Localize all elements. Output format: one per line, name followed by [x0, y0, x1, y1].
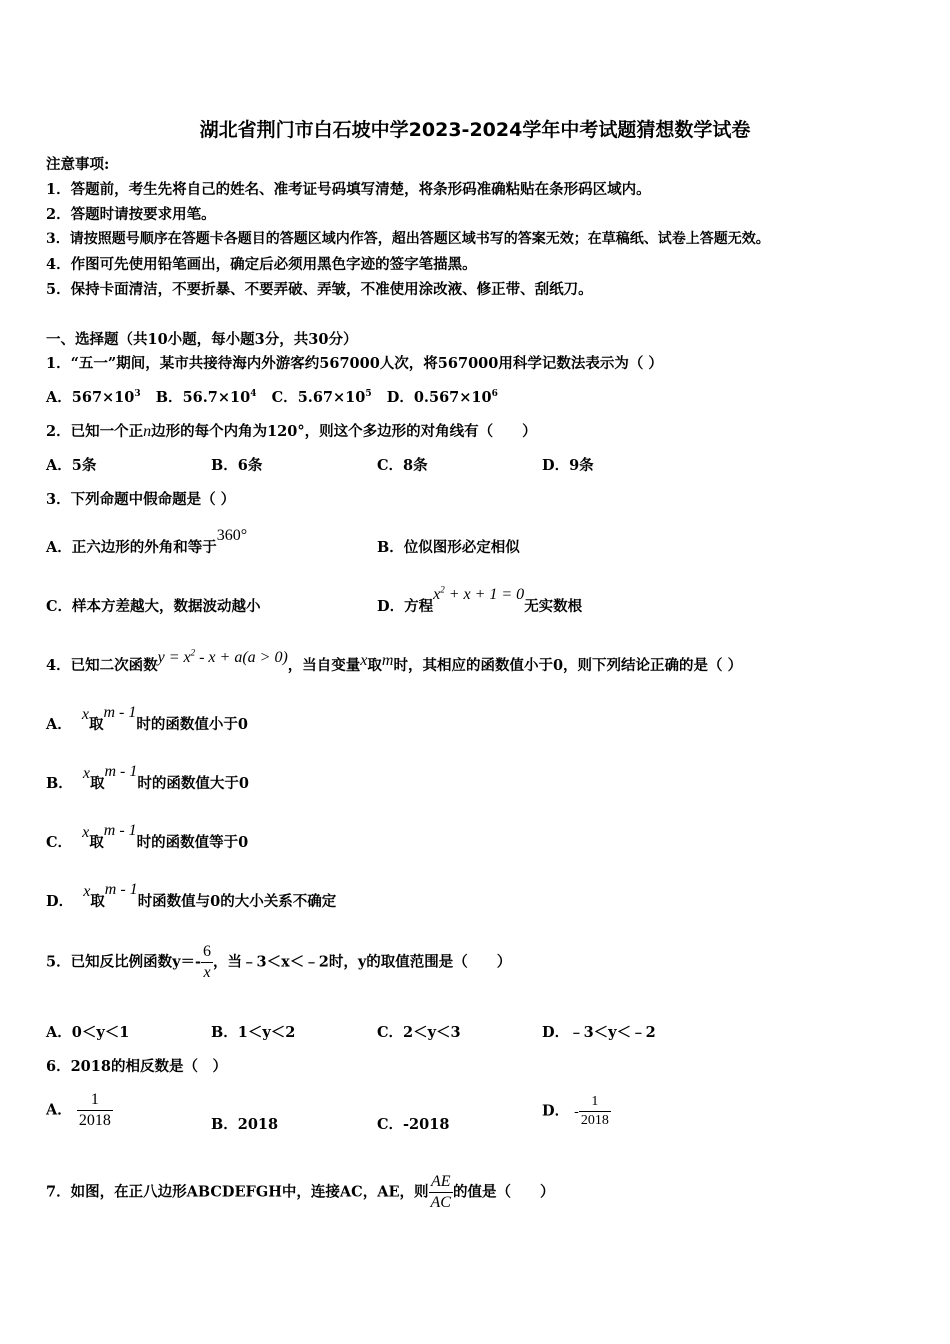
notice-item: 1．答题前，考生先将自己的姓名、准考证号码填写清楚，将条形码准确粘贴在条形码区域内。 [46, 181, 651, 198]
option-b[interactable]: B．1＜y＜2 [211, 1024, 296, 1041]
question-1-stem: 1．“五一”期间，某市共接待海内外游客约567000人次，将567000用科学记数法表示为（ ） [46, 355, 663, 372]
fraction: $\frac{6}{x}$ [203, 943, 212, 981]
notice-item: 2．答题时请按要求用笔。 [46, 206, 216, 223]
notice-item: 4．作图可先使用铅笔画出，确定后必须用黑色字迹的签字笔描黑。 [46, 256, 477, 273]
option-d[interactable]: D．﹣3＜y＜﹣2 [542, 1024, 656, 1041]
option-d[interactable]: D．$0.567\times 10^6$ [386, 389, 498, 406]
option-c[interactable]: C．8条 [377, 457, 428, 474]
option-a[interactable]: A．5条 [46, 457, 97, 474]
option-a[interactable]: A． $\frac{1}{2018}$ [46, 1091, 111, 1129]
option-c[interactable]: C． x取m - 1时的函数值等于0 [46, 822, 249, 851]
option-d[interactable]: D． x取m - 1时函数值与0的大小关系不确定 [46, 881, 337, 910]
page-title: 湖北省荆门市白石坡中学2023-2024学年中考试题猜想数学试卷 [199, 119, 751, 141]
option-b[interactable]: B．$56.7\times 10^4$ [155, 389, 257, 406]
question-2-stem: 2．已知一个正n边形的每个内角为120°，则这个多边形的对角线有（ ） [46, 423, 537, 440]
option-a[interactable]: A．正六边形的外角和等于360° [46, 527, 248, 556]
option-d[interactable]: D．9条 [542, 457, 594, 474]
question-1-options [46, 386, 498, 407]
notice-item: 3．请按照题号顺序在答题卡各题目的答题区域内作答，超出答题区域书写的答案无效；在草稿纸、试卷上答题无效。 [46, 231, 770, 247]
option-a[interactable]: A． x取m - 1时的函数值小于0 [46, 704, 248, 733]
option-d[interactable]: D． - $\frac{1}{2018}$ [542, 1094, 609, 1128]
question-3-stem: 3．下列命题中假命题是（ ） [46, 491, 236, 508]
option-c[interactable]: C．样本方差越大，数据波动越小 [46, 598, 261, 615]
question-5-stem: 5．已知反比例函数y＝- $\frac{6}{x}$ ，当﹣3＜x＜﹣2时，y的取值范围是（ ） [46, 943, 512, 981]
option-a[interactable]: A．$567\times 10^3$ [46, 389, 141, 406]
question-4-stem: 4．已知二次函数$y = x^2 - x + a(a > 0)$，当自变量x取m时，其相应的函数值小于0，则下列结论正确的是（ ） [46, 647, 743, 674]
option-c[interactable]: C．$5.67\times 10^5$ [271, 389, 372, 406]
option-d[interactable]: D．方程$x^2 + x + 1 = 0$无实数根 [377, 584, 583, 615]
option-b[interactable]: B．位似图形必定相似 [377, 539, 520, 556]
notice-item: 5．保持卡面清洁，不要折暴、不要弄破、弄皱，不准使用涂改液、修正带、刮纸刀。 [46, 281, 593, 298]
question-7-stem: 7．如图，在正八边形ABCDEFGH中，连接AC，AE，则 $\frac{AE}{AC}$ 的值是（ ） [46, 1173, 555, 1211]
option-c[interactable]: C．2＜y＜3 [377, 1024, 461, 1041]
option-b[interactable]: B．6条 [211, 457, 263, 474]
notice-heading: 注意事项: [46, 156, 110, 173]
option-c[interactable]: C．-2018 [377, 1116, 450, 1133]
option-b[interactable]: B．2018 [211, 1116, 279, 1133]
option-a[interactable]: A．0＜y＜1 [46, 1024, 130, 1041]
section-heading: 一、选择题（共10小题，每小题3分，共30分） [46, 331, 358, 348]
option-b[interactable]: B． x取m - 1时的函数值大于0 [46, 763, 249, 792]
question-6-stem: 6．2018的相反数是（ ） [46, 1058, 227, 1075]
